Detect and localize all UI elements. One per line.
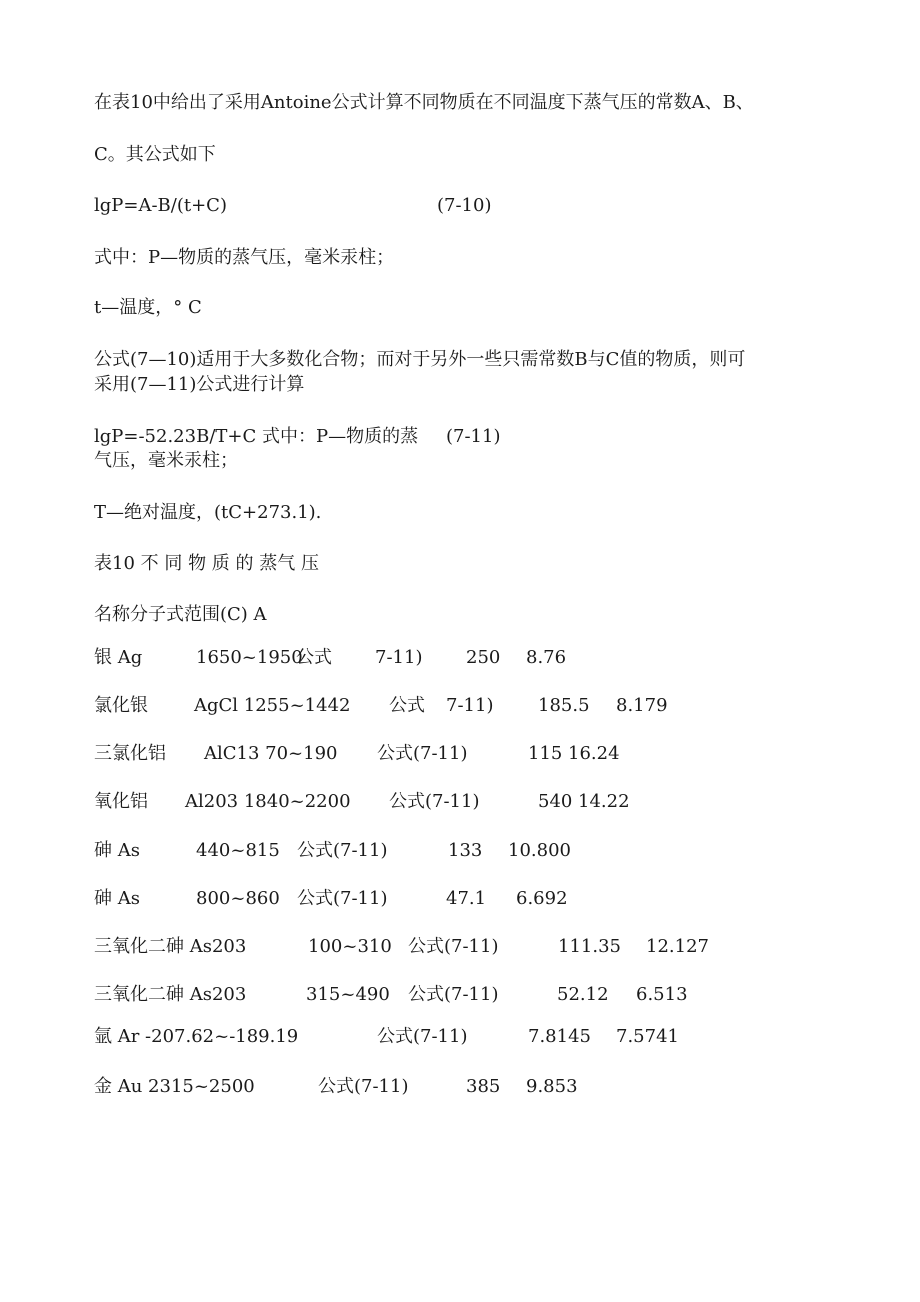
cell-range: Al203 1840~2200 xyxy=(185,791,351,812)
cell-formula: 公式(7-11) xyxy=(297,888,388,909)
intro-line-2: C。其公式如下 xyxy=(94,144,216,165)
cell-formula: 公式(7-11) xyxy=(408,984,499,1005)
temperature-definition: t—温度，° C xyxy=(94,297,202,318)
cell-range: 315~490 xyxy=(306,984,390,1005)
cell-formula: 公式(7-11) xyxy=(377,743,468,764)
cell-range: AgCl 1255~1442 xyxy=(194,695,351,716)
paragraph-2-line-2: 采用(7—11)公式进行计算 xyxy=(94,374,305,395)
formula-7-10-number: (7-10) xyxy=(437,195,492,216)
table-row xyxy=(0,791,920,815)
paragraph-2-line-1: 公式(7—10)适用于大多数化合物；而对于另外一些只需常数B与C值的物质，则可 xyxy=(94,349,746,370)
cell-name: 三氧化二砷 As203 xyxy=(94,936,247,957)
cell-name: 三氧化二砷 As203 xyxy=(94,984,247,1005)
cell-range: 440~815 xyxy=(196,840,280,861)
table-row xyxy=(0,1026,920,1050)
cell-a: 14.22 xyxy=(578,791,630,812)
cell-b: 133 xyxy=(448,840,483,861)
cell-a: 8.76 xyxy=(526,647,567,668)
cell-eq: 7-11) xyxy=(375,647,423,668)
table-row xyxy=(0,647,920,671)
formula-7-11-continuation: 气压，毫米汞柱； xyxy=(94,450,238,471)
cell-formula: 公式(7-11) xyxy=(389,791,480,812)
cell-formula: 公式(7-11) xyxy=(297,840,388,861)
cell-b: 52.12 xyxy=(557,984,609,1005)
cell-range: 1650~1950 xyxy=(196,647,303,668)
cell-eq: 7-11) xyxy=(446,695,494,716)
cell-a: 12.127 xyxy=(646,936,709,957)
table-row xyxy=(0,888,920,912)
intro-line-1: 在表10中给出了采用Antoine公式计算不同物质在不同温度下蒸气压的常数A、B、 xyxy=(94,92,754,113)
formula-7-11-number: (7-11) xyxy=(446,426,501,447)
cell-b: 115 xyxy=(528,743,563,764)
cell-name: 氧化铝 xyxy=(94,791,148,812)
formula-7-11: lgP=-52.23B/T+C 式中：P—物质的蒸 xyxy=(94,426,419,447)
cell-a: 6.513 xyxy=(636,984,688,1005)
cell-name: 三氯化铝 xyxy=(94,743,166,764)
cell-name: 银 Ag xyxy=(94,647,143,668)
cell-name: 氯化银 xyxy=(94,695,148,716)
cell-a: 7.5741 xyxy=(616,1026,679,1047)
table-row xyxy=(0,743,920,767)
table-title: 表10 不 同 物 质 的 蒸气 压 xyxy=(94,553,319,574)
cell-name: 砷 As xyxy=(94,840,140,861)
cell-range: AlC13 70~190 xyxy=(204,743,338,764)
cell-a: 6.692 xyxy=(516,888,568,909)
cell-b: 47.1 xyxy=(446,888,487,909)
cell-a: 16.24 xyxy=(568,743,620,764)
table-row xyxy=(0,840,920,864)
cell-b: 111.35 xyxy=(558,936,621,957)
cell-formula: 公式(7-11) xyxy=(318,1076,409,1097)
absolute-temperature-definition: T—绝对温度，(tC+273.1). xyxy=(94,502,322,523)
table-row xyxy=(0,695,920,719)
cell-a: 8.179 xyxy=(616,695,668,716)
where-clause-1: 式中：P—物质的蒸气压，毫米汞柱； xyxy=(94,247,395,268)
cell-range: 100~310 xyxy=(308,936,392,957)
table-row xyxy=(0,936,920,960)
cell-formula: 公式(7-11) xyxy=(377,1026,468,1047)
cell-b: 385 xyxy=(466,1076,501,1097)
table-header: 名称分子式范围(C) A xyxy=(94,604,267,625)
cell-b: 185.5 xyxy=(538,695,590,716)
table-row xyxy=(0,1076,920,1100)
table-row xyxy=(0,984,920,1008)
formula-7-10: lgP=A-B/(t+C) xyxy=(94,195,227,216)
cell-a: 9.853 xyxy=(526,1076,578,1097)
cell-range: 800~860 xyxy=(196,888,280,909)
cell-name: 金 Au 2315~2500 xyxy=(94,1076,255,1097)
cell-formula: 公式 xyxy=(389,695,425,716)
cell-formula: 公式(7-11) xyxy=(408,936,499,957)
cell-name: 砷 As xyxy=(94,888,140,909)
cell-b: 250 xyxy=(466,647,501,668)
cell-name: 氩 Ar -207.62~-189.19 xyxy=(94,1026,299,1047)
cell-b: 540 xyxy=(538,791,573,812)
cell-formula: 公式 xyxy=(296,647,332,668)
cell-a: 10.800 xyxy=(508,840,571,861)
cell-b: 7.8145 xyxy=(528,1026,591,1047)
